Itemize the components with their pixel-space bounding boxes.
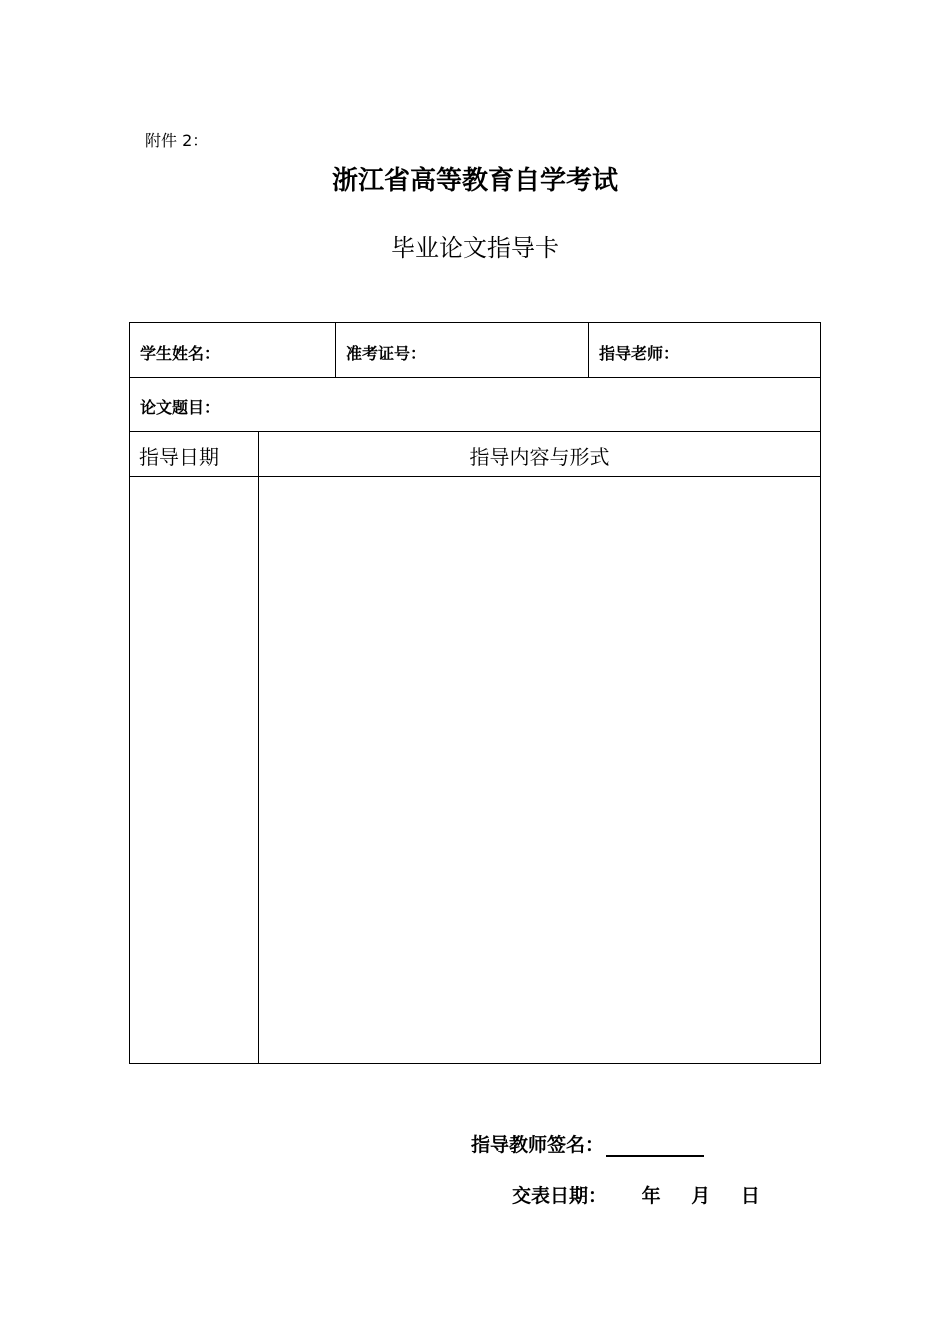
submit-date-label: 交表日期： — [512, 1185, 608, 1207]
advisor-signature — [471, 1130, 704, 1157]
advisor-label: 指导老师： — [599, 344, 680, 363]
date-column-header: 指导日期 — [139, 445, 219, 469]
advisor-cell[interactable] — [589, 323, 820, 377]
exam-id-label: 准考证号： — [346, 344, 427, 363]
content-column-header-cell — [259, 431, 820, 476]
student-name-label: 学生姓名： — [140, 344, 221, 363]
guidance-date-area[interactable] — [130, 476, 259, 1063]
column-header-row — [130, 431, 820, 477]
submit-date — [512, 1181, 760, 1208]
signature-label: 指导教师签名： — [471, 1134, 605, 1156]
exam-id-cell[interactable] — [336, 323, 589, 377]
student-name-cell[interactable] — [130, 323, 336, 377]
month-label: 月 — [691, 1185, 711, 1207]
thesis-title-label: 论文题目： — [140, 398, 221, 417]
thesis-title-row[interactable] — [130, 377, 820, 432]
guidance-entry-row — [130, 476, 820, 1063]
attachment-label: 附件 2： — [145, 131, 209, 150]
year-label: 年 — [641, 1185, 661, 1207]
document-subtitle: 毕业论文指导卡 — [391, 234, 559, 262]
content-column-header: 指导内容与形式 — [469, 445, 610, 469]
info-row — [130, 323, 820, 378]
signature-line[interactable] — [606, 1135, 704, 1157]
document-title: 浙江省高等教育自学考试 — [331, 166, 618, 196]
guidance-content-area[interactable] — [259, 476, 820, 1063]
date-column-header-cell — [130, 431, 259, 476]
day-label: 日 — [740, 1185, 760, 1207]
guidance-card-table — [129, 322, 821, 1064]
